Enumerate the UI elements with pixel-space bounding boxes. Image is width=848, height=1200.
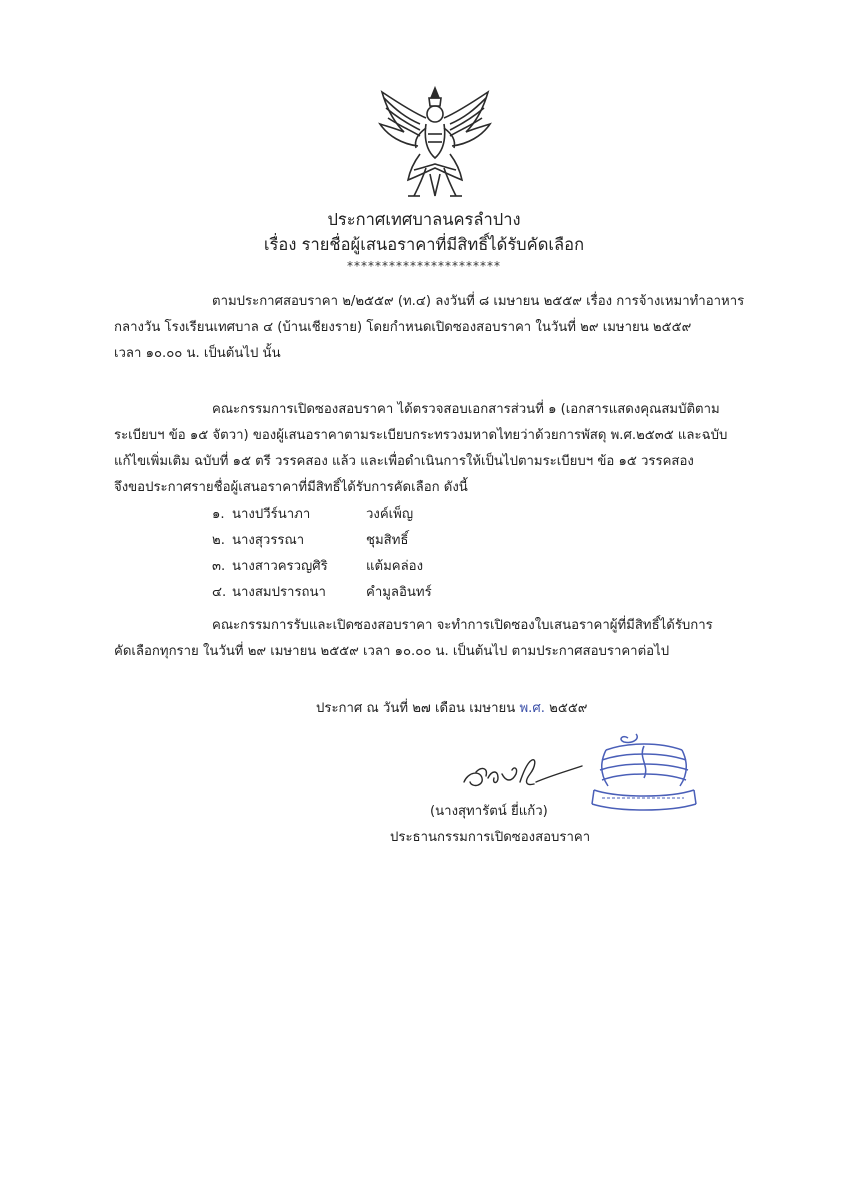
paragraph2-line3: แก้ไขเพิ่มเติม ฉบับที่ ๑๕ ตรี วรรคสอง แล้ว และเพื่อดำเนินการให้เป็นไปตามระเบียบฯ ข้อ ๑๕ วรรคสอง <box>114 454 694 469</box>
garuda-emblem-icon <box>374 84 496 202</box>
announcement-year: ๒๕๕๙ <box>549 701 588 716</box>
paragraph1-line1: ตามประกาศสอบราคา ๒/๒๕๕๙ (ท.๔) ลงวันที่ ๘ เมษายน ๒๕๕๙ เรื่อง การจ้างเหมาทำอาหาร <box>212 294 745 309</box>
signatory-name: (นางสุทารัตน์ ยี่แก้ว) <box>430 804 548 819</box>
bidder-number: ๓. <box>212 559 226 574</box>
bidder-number: ๒. <box>212 533 225 548</box>
bidder-first-name: นางสุวรรณา <box>232 533 305 548</box>
municipal-seal-icon <box>588 732 700 814</box>
paragraph1-line2: กลางวัน โรงเรียนเทศบาล ๔ (บ้านเชียงราย) โดยกำหนดเปิดซองสอบราคา ในวันที่ ๒๙ เมษายน ๒๕๕๙ <box>114 320 692 335</box>
paragraph2-line4: จึงขอประกาศรายชื่อผู้เสนอราคาที่มีสิทธิ์ได้รับการคัดเลือก ดังนี้ <box>114 480 468 495</box>
document-subject: เรื่อง รายชื่อผู้เสนอราคาที่มีสิทธิ์ได้รับคัดเลือก <box>263 235 585 254</box>
paragraph2-line2: ระเบียบฯ ข้อ ๑๕ จัตวา) ของผู้เสนอราคาตามระเบียบกระทรวงมหาดไทยว่าด้วยการพัสดุ พ.ศ.๒๕๓๕ และฉบับ <box>114 428 728 443</box>
announcement-prefix: ประกาศ ณ วันที่ ๒๗ เดือน <box>316 701 466 716</box>
bidder-number: ๔. <box>212 585 227 600</box>
bidder-last-name: ชุมสิทธิ์ <box>366 533 409 548</box>
signatory-position: ประธานกรรมการเปิดซองสอบราคา <box>390 830 591 845</box>
bidder-last-name: แต้มคล่อง <box>366 559 424 574</box>
paragraph3-line2: คัดเลือกทุกราย ในวันที่ ๒๙ เมษายน ๒๕๕๙ เวลา ๑๐.๐๐ น. เป็นต้นไป ตามประกาศสอบราคาต่อไป <box>114 644 670 659</box>
title-divider: ********************** <box>347 259 501 273</box>
announcement-date <box>316 697 587 718</box>
announcement-month: เมษายน <box>469 701 516 716</box>
bidder-last-name: วงค์เพ็ญ <box>366 507 414 522</box>
bidder-last-name: คำมูลอินทร์ <box>366 585 432 600</box>
paragraph1-line3: เวลา ๑๐.๐๐ น. เป็นต้นไป นั้น <box>114 346 281 361</box>
paragraph3-line1: คณะกรรมการรับและเปิดซองสอบราคา จะทำการเปิดซองใบเสนอราคาผู้ที่มีสิทธิ์ได้รับการ <box>212 618 713 633</box>
bidder-first-name: นางปวีร์นาภา <box>232 507 311 522</box>
paragraph2-line1: คณะกรรมการเปิดซองสอบราคา ได้ตรวจสอบเอกสารส่วนที่ ๑ (เอกสารแสดงคุณสมบัติตาม <box>212 402 720 417</box>
document-title: ประกาศเทศบาลนครลำปาง <box>327 210 521 229</box>
bidder-first-name: นางสาวครวญศิริ <box>232 559 328 574</box>
announcement-era: พ.ศ. <box>519 701 545 716</box>
handwritten-signature-icon <box>458 752 588 794</box>
bidder-first-name: นางสมปรารถนา <box>232 585 326 600</box>
bidder-number: ๑. <box>212 507 225 522</box>
